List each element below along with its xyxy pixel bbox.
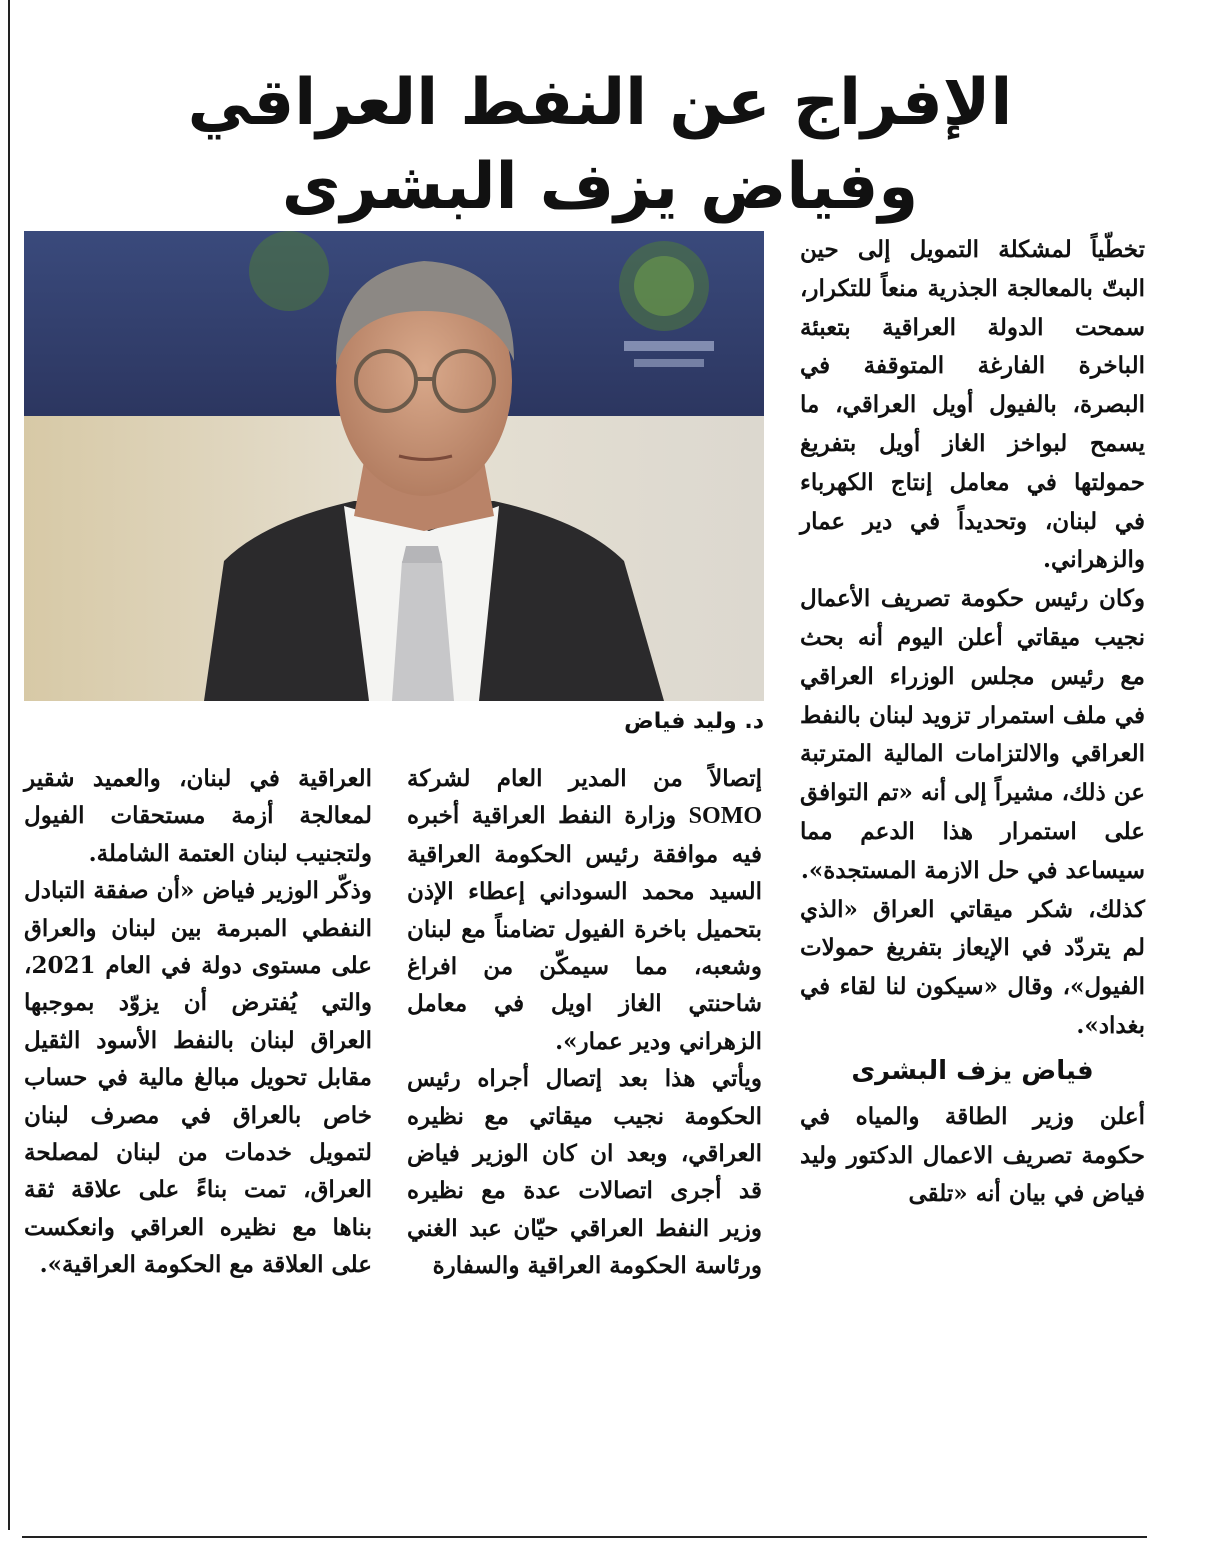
photo-caption: د. وليد فياض xyxy=(624,709,764,734)
paragraph: ويأتي هذا بعد إتصال أجراه رئيس الحكومة نجيب ميقاتي مع نظيره العراقي، وبعد ان كان الوزير فياض قد أجرى اتصالات عدة مع نظيره وزير النفط العراقي حيّان عبد الغني ورئاسة الحكومة العراقية والسفارة xyxy=(407,1065,762,1280)
headline-line-1: الإفراج عن النفط العراقي xyxy=(187,66,1013,141)
article-column-middle xyxy=(407,760,762,1285)
article-column-right xyxy=(800,231,1145,1214)
paragraph: وذكّر الوزير فياض «أن صفقة التبادل النفطي المبرمة بين لبنان والعراق على مستوى دولة في العام 2021، والتي يُفترض أن يزوّد بموجبها العراق لبنان بالنفط الأسود الثقيل مقابل تحويل مبالغ مالية في حساب خاص بالعراق في مصرف لبنان لتمويل خدمات من لبنان لمصلحة العراق، تمت بناءً على علاقة ثقة بناها مع نظيره العراقي وانعكست على العلاقة مع الحكومة العراقية». xyxy=(24,877,372,1279)
section-subheading: فياض يزف البشرى xyxy=(851,1055,1094,1086)
left-border-rule xyxy=(8,0,10,1530)
paragraph: تخطّياً لمشكلة التمويل إلى حين البتّ بالمعالجة الجذرية منعاً للتكرار، سمحت الدولة العراقية بتعبئة الباخرة الفارغة المتوقفة في البصرة، بالفيول أويل العراقي، ما يسمح لبواخز الغاز أويل بتفريغ حمولتها في معامل إنتاج الكهرباء في لبنان، وتحديداً في دير عمار والزهراني. xyxy=(800,236,1145,574)
article-column-left xyxy=(24,760,372,1284)
paragraph: العراقية في لبنان، والعميد شقير لمعالجة أزمة مستحقات الفيول ولتجنيب لبنان العتمة الشاملة. xyxy=(24,765,372,867)
paragraph: أعلن وزير الطاقة والمياه في حكومة تصريف الاعمال الدكتور وليد فياض في بيان أنه «تلقى xyxy=(800,1102,1145,1208)
paragraph: وكان رئيس حكومة تصريف الأعمال نجيب ميقاتي أعلن اليوم أنه بحث مع رئيس مجلس الوزراء العراقي في ملف استمرار تزويد لبنان بالنفط العراقي والالتزامات المالية المترتبة عن ذلك، مشيراً إلى أنه «تم التوافق على استمرار هذا الدعم مما سيساعد في حل الازمة المستجدة». xyxy=(800,585,1145,884)
paragraph xyxy=(407,760,762,1060)
portrait-image xyxy=(24,231,764,701)
paragraph: كذلك، شكر ميقاتي العراق «الذي لم يتردّد في الإيعاز بتفريغ حمولات الفيول»، وقال «سيكون لنا لقاء في بغداد». xyxy=(800,895,1145,1039)
company-name: SOMO xyxy=(688,803,763,830)
paragraph-text: وزارة النفط العراقية أخبره فيه موافقة رئيس الحكومة العراقية السيد محمد السوداني إعطاء الإذن بتحميل باخرة الفيول تضامناً مع لبنان وشعبه، مما سيمكّن من افراغ شاحنتي الغاز اويل في معامل الزهراني ودير عمار». xyxy=(407,802,762,1055)
bottom-rule xyxy=(22,1536,1147,1538)
paragraph-text: إتصالاً من المدير العام لشركة xyxy=(407,765,762,792)
article-photo xyxy=(24,231,764,701)
headline-line-2: وفياض يزف البشرى xyxy=(281,150,919,225)
